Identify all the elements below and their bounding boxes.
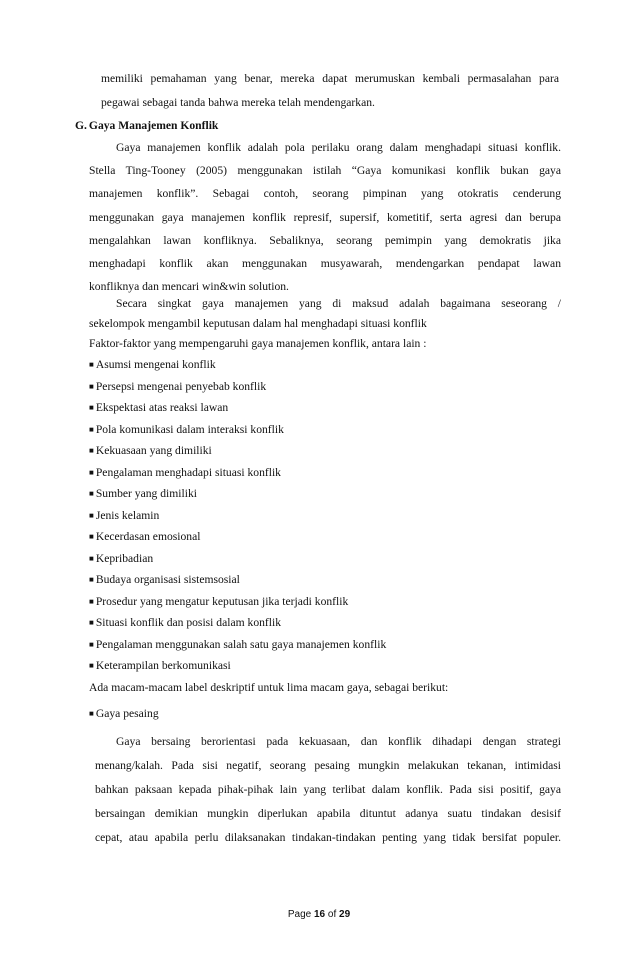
paragraph-3-line-4: bersaingan demikian mungkin diperlukan apabila dituntut adanya suatu tindakan desisif [95, 807, 561, 820]
list-item: ■ Kepribadian [89, 552, 154, 565]
bullet-square-icon: ■ [89, 661, 94, 670]
page-word: Page [287, 909, 312, 920]
bullet-square-icon: ■ [89, 382, 94, 391]
list-item: ■ Sumber yang dimiliki [89, 487, 197, 500]
total-pages-number: 29 [339, 909, 351, 920]
bullet-square-icon: ■ [89, 446, 94, 455]
bullet-square-icon: ■ [89, 575, 94, 584]
bullet-square-icon: ■ [89, 511, 94, 520]
bullet-square-icon: ■ [89, 489, 94, 498]
bullet-square-icon: ■ [89, 554, 94, 563]
paragraph-2-line-2: sekelompok mengambil keputusan dalam hal menghadapi situasi konflik [89, 317, 427, 330]
intro-line-2: pegawai sebagai tanda bahwa mereka telah mendengarkan. [101, 96, 375, 109]
intro-line-1: memiliki pemahaman yang benar, mereka dapat merumuskan kembali permasalahan para [101, 72, 559, 85]
bullet-square-icon: ■ [89, 425, 94, 434]
bullet-square-icon: ■ [89, 360, 94, 369]
section-heading [75, 119, 218, 133]
list-item: ■ Prosedur yang mengatur keputusan jika terjadi konflik [89, 595, 349, 608]
of-word: of [327, 909, 337, 920]
bullet-square-icon: ■ [89, 532, 94, 541]
factors-intro: Faktor-faktor yang mempengaruhi gaya manajemen konflik, antara lain : [89, 337, 427, 350]
bullet-square-icon: ■ [89, 403, 94, 412]
paragraph-2-line-1: Secara singkat gaya manajemen yang di maksud adalah bagaimana seseorang / [116, 297, 561, 310]
bullet-square-icon: ■ [89, 640, 94, 649]
list-item: ■ Jenis kelamin [89, 509, 160, 522]
section-title: Gaya Manajemen Konflik [88, 119, 219, 132]
styles-intro: Ada macam-macam label deskriptif untuk lima macam gaya, sebagai berikut: [89, 681, 449, 694]
current-page-number: 16 [313, 909, 326, 920]
bullet-square-icon: ■ [89, 468, 94, 477]
list-item: ■ Kekuasaan yang dimiliki [89, 444, 212, 457]
paragraph-1-line-6: menghadapi konflik akan menggunakan musyawarah, mendengarkan pendapat lawan [89, 257, 561, 270]
paragraph-3-line-5: cepat, atau apabila perlu dilaksanakan tindakan-tindakan penting yang tidak bersifat populer. [95, 831, 561, 844]
page-footer [0, 909, 638, 921]
list-item: ■ Persepsi mengenai penyebab konflik [89, 380, 267, 393]
section-label: G. [75, 119, 87, 132]
list-item: ■ Pengalaman menghadapi situasi konflik [89, 466, 281, 479]
list-item: ■ Keterampilan berkomunikasi [89, 659, 231, 672]
bullet-square-icon: ■ [89, 597, 94, 606]
style-item: ■ Gaya pesaing [89, 707, 159, 720]
paragraph-1-line-1: Gaya manajemen konflik adalah pola perilaku orang dalam menghadapi situasi konflik. [116, 141, 561, 154]
bullet-square-icon: ■ [89, 618, 94, 627]
bullet-square-icon: ■ [89, 709, 94, 718]
paragraph-3-line-1: Gaya bersaing berorientasi pada kekuasaan, dan konflik dihadapi dengan strategi [116, 735, 561, 748]
list-item: ■ Budaya organisasi sistemsosial [89, 573, 240, 586]
list-item: ■ Kecerdasan emosional [89, 530, 201, 543]
paragraph-3-line-3: bahkan paksaan kepada pihak-pihak lain yang terlibat dalam konflik. Pada sisi positif, gaya [95, 783, 561, 796]
paragraph-1-line-5: mengalahkan lawan konfliknya. Sebaliknya, seorang pemimpin yang demokratis jika [89, 234, 561, 247]
paragraph-1-line-7: konfliknya dan mencari win&win solution. [89, 280, 289, 293]
list-item: ■ Ekspektasi atas reaksi lawan [89, 401, 229, 414]
paragraph-1-line-3: manajemen konflik”. Sebagai contoh, seorang pimpinan yang otokratis cenderung [89, 187, 561, 200]
list-item: ■ Pengalaman menggunakan salah satu gaya manajemen konflik [89, 638, 387, 651]
list-item: ■ Asumsi mengenai konflik [89, 358, 216, 371]
list-item: ■ Situasi konflik dan posisi dalam konflik [89, 616, 282, 629]
paragraph-3-line-2: menang/kalah. Pada sisi negatif, seorang pesaing mungkin melakukan tekanan, intimidasi [95, 759, 561, 772]
paragraph-1-line-2: Stella Ting-Tooney (2005) menggunakan istilah “Gaya komunikasi konflik bukan gaya [89, 164, 561, 177]
paragraph-1-line-4: menggunakan gaya manajemen konflik represif, supersif, kometitif, serta agresi dan berupa [89, 211, 561, 224]
list-item: ■ Pola komunikasi dalam interaksi konflik [89, 423, 284, 436]
